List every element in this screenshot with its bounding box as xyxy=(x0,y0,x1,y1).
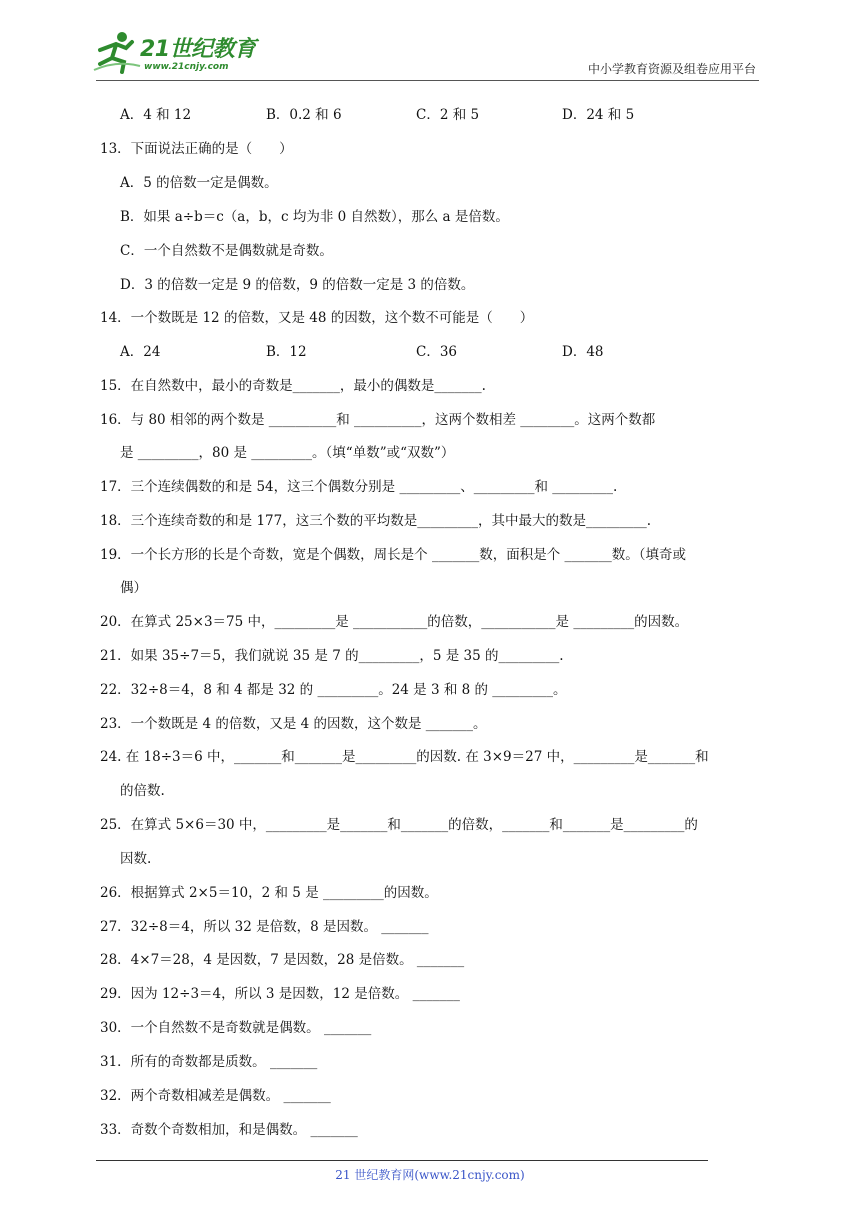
site-logo xyxy=(92,30,262,80)
question-29: 29．因为 12÷3＝4，所以 3 是因数，12 是倍数。 _______ xyxy=(100,986,460,1002)
q13-stem: 13．下面说法正确的是（ ） xyxy=(100,141,293,157)
option-d: D．48 xyxy=(562,344,604,360)
logo-url: www.21cnjy.com xyxy=(144,62,229,72)
question-27: 27．32÷8＝4，所以 32 是倍数，8 是因数。 _______ xyxy=(100,919,429,935)
question-25: 25．在算式 5×6＝30 中，_________是_______和_______的倍数，_______和_______是_________的 xyxy=(100,817,698,833)
runner-logo-icon xyxy=(92,30,142,76)
question-16-cont: 是 _________，80 是 _________。（填“单数”或“双数”） xyxy=(120,445,455,461)
question-24-cont: 的倍数. xyxy=(120,783,165,799)
question-21: 21．如果 35÷7＝5，我们就说 35 是 7 的_________，5 是 35 的_________. xyxy=(100,648,564,664)
question-17: 17．三个连续偶数的和是 54，这三个偶数分别是 _________、_________和 _________. xyxy=(100,479,618,495)
question-18: 18．三个连续奇数的和是 177，这三个数的平均数是_________，其中最大的数是_________. xyxy=(100,513,652,529)
question-19: 19．一个长方形的长是个奇数，宽是个偶数，周长是个 _______数，面积是个 _______数。（填奇或 xyxy=(100,547,687,563)
option-b: B．12 xyxy=(266,344,307,360)
platform-title: 中小学教育资源及组卷应用平台 xyxy=(587,62,756,76)
question-30: 30．一个自然数不是奇数就是偶数。 _______ xyxy=(100,1020,372,1036)
question-32: 32．两个奇数相减差是偶数。 _______ xyxy=(100,1088,331,1104)
footer-divider xyxy=(96,1160,708,1161)
option-c: C．36 xyxy=(416,344,458,360)
question-15: 15．在自然数中，最小的奇数是_______，最小的偶数是_______. xyxy=(100,378,486,394)
option-b: B．0.2 和 6 xyxy=(266,107,342,123)
option-a: A．4 和 12 xyxy=(120,107,192,123)
header-divider xyxy=(96,80,759,81)
q13-option-d: D．3 的倍数一定是 9 的倍数，9 的倍数一定是 3 的倍数。 xyxy=(120,277,475,293)
question-19-cont: 偶） xyxy=(120,580,147,596)
page-header xyxy=(0,0,860,90)
option-c: C．2 和 5 xyxy=(416,107,480,123)
question-33: 33．奇数个奇数相加，和是偶数。 _______ xyxy=(100,1122,358,1138)
question-25-cont: 因数. xyxy=(120,851,152,867)
q13-option-a: A．5 的倍数一定是偶数。 xyxy=(120,175,278,191)
question-26: 26．根据算式 2×5＝10，2 和 5 是 _________的因数。 xyxy=(100,885,438,901)
q13-option-c: C．一个自然数不是偶数就是奇数。 xyxy=(120,243,333,259)
page-footer: 21 世纪教育网(www.21cnjy.com) xyxy=(335,1168,525,1182)
q13-option-b: B．如果 a÷b＝c（a，b，c 均为非 0 自然数），那么 a 是倍数。 xyxy=(120,209,509,225)
option-d: D．24 和 5 xyxy=(562,107,635,123)
question-22: 22．32÷8＝4，8 和 4 都是 32 的 _________。24 是 3 和 8 的 _________。 xyxy=(100,682,567,698)
question-16: 16．与 80 相邻的两个数是 __________和 __________，这两个数相差 ________。这两个数都 xyxy=(100,412,656,428)
option-a: A．24 xyxy=(120,344,161,360)
question-28: 28．4×7＝28，4 是因数，7 是因数，28 是倍数。 _______ xyxy=(100,952,465,968)
logo-text: 21世纪教育 xyxy=(140,37,256,62)
question-20: 20．在算式 25×3＝75 中，_________是 ___________的倍数，___________是 _________的因数。 xyxy=(100,614,689,630)
question-24: 24. 在 18÷3＝6 中，_______和_______是_________的因数. 在 3×9＝27 中，_________是_______和 xyxy=(100,749,709,765)
q14-stem: 14．一个数既是 12 的倍数，又是 48 的因数，这个数不可能是（ ） xyxy=(100,310,534,326)
question-31: 31．所有的奇数都是质数。 _______ xyxy=(100,1054,318,1070)
question-23: 23．一个数既是 4 的倍数，又是 4 的因数，这个数是 _______。 xyxy=(100,716,487,732)
